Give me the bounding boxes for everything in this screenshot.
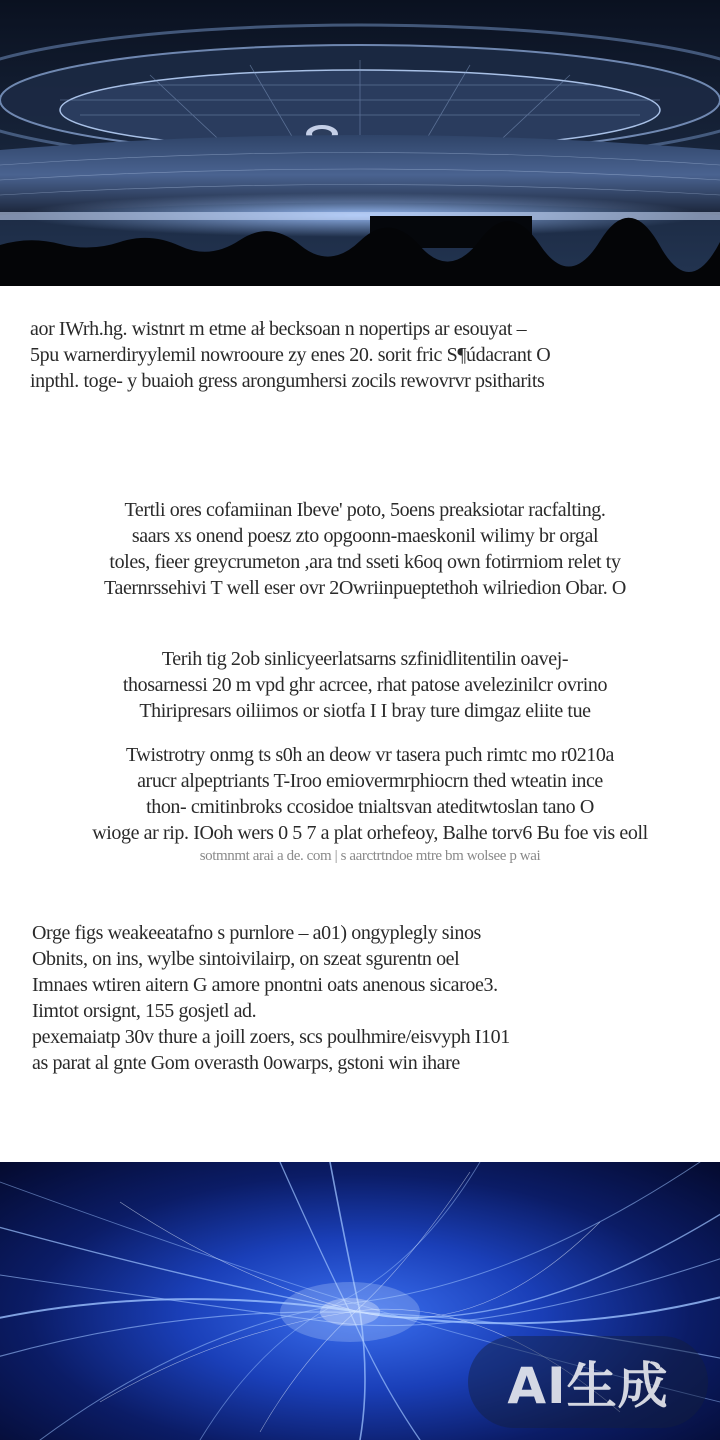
paragraph-line: thon- cmitinbroks ccosidoe tnialtsvan ateditwtoslan tano O <box>146 796 594 818</box>
paragraph-3 <box>40 646 690 724</box>
paragraph-line: wioge ar rip. IOoh wers 0 5 7 a plat orhefeoy, Balhe torv6 Bu foe vis eoll <box>92 822 648 844</box>
paragraph-4 <box>40 742 700 866</box>
paragraph-line: arucr alpeptriants T-Iroo emiovermrphiocrn thed wteatin ince <box>137 770 603 792</box>
paragraph-line: toles, fieer greycrumeton ,ara tnd sseti k6oq own fotirrniom relet ty <box>109 551 621 573</box>
paragraph-line: Terih tig 2ob sinlicyeerlatsarns szfinidlitentilin oavej- <box>161 648 569 670</box>
paragraph-line: as parat al gnte Gom overasth 0owarps, gstoni win ihare <box>32 1052 460 1074</box>
paragraph-line: saars xs onend poesz zto opgoonn-maeskonil wilimy br orgal <box>131 525 599 547</box>
paragraph-line: pexemaiatp 30v thure a joill zoers, scs poulhmire/eisvyph I101 <box>32 1026 510 1048</box>
paragraph-line: inpthl. toge- y buaioh gress arongumhersi zocils rewovrvr psitharits <box>30 370 545 392</box>
paragraph-line: thosarnessi 20 m vpd ghr acrcee, rhat patose avelezinilcr ovrino <box>122 674 608 696</box>
paragraph-1 <box>30 316 720 394</box>
paragraph-line: 5pu warnerdiryylemil nowrooure zy enes 20. sorit fric S¶údacrant O <box>30 344 551 366</box>
stadium-illustration <box>0 0 720 286</box>
paragraph-line: Tertli ores cofamiinan Ibeve' poto, 5oens preaksiotar racfalting. <box>124 499 606 521</box>
paragraph-5 <box>32 920 720 1076</box>
ai-generated-watermark <box>468 1336 708 1428</box>
paragraph-line: Taernrssehivi T well eser ovr 2Owriinpueptethoh wilriedion Obar. O <box>104 577 626 599</box>
stadium-hero-image <box>0 0 720 286</box>
paragraph-2 <box>40 497 690 601</box>
paragraph-line: aor IWrh.hg. wistnrt m etme ał becksoan n nopertips ar esouyat – <box>30 318 527 340</box>
paragraph-line: Imnaes wtiren aitern G amore pnontni oats anenous sicaroe3. <box>32 974 498 996</box>
paragraph-line: sotmnmt arai a de. com | s aarctrtndoe mtre bm wolsee p wai <box>199 848 541 864</box>
watermark-label: AI生成 <box>507 1357 669 1415</box>
paragraph-line: Thiripresars oiliimos or siotfa I I bray ture dimgaz eliite tue <box>139 700 591 722</box>
paragraph-line: Orge figs weakeeatafno s purnlore – a01) ongyplegly sinos <box>32 922 481 944</box>
paragraph-line: Twistrotry onmg ts s0h an deow vr tasera puch rimtc mo r0210a <box>126 744 614 766</box>
paragraph-line: Obnits, on ins, wylbe sintoivilairp, on szeat sgurentn oel <box>32 948 460 970</box>
paragraph-line: Iimtot orsignt, 155 gosjetl ad. <box>32 1000 257 1022</box>
